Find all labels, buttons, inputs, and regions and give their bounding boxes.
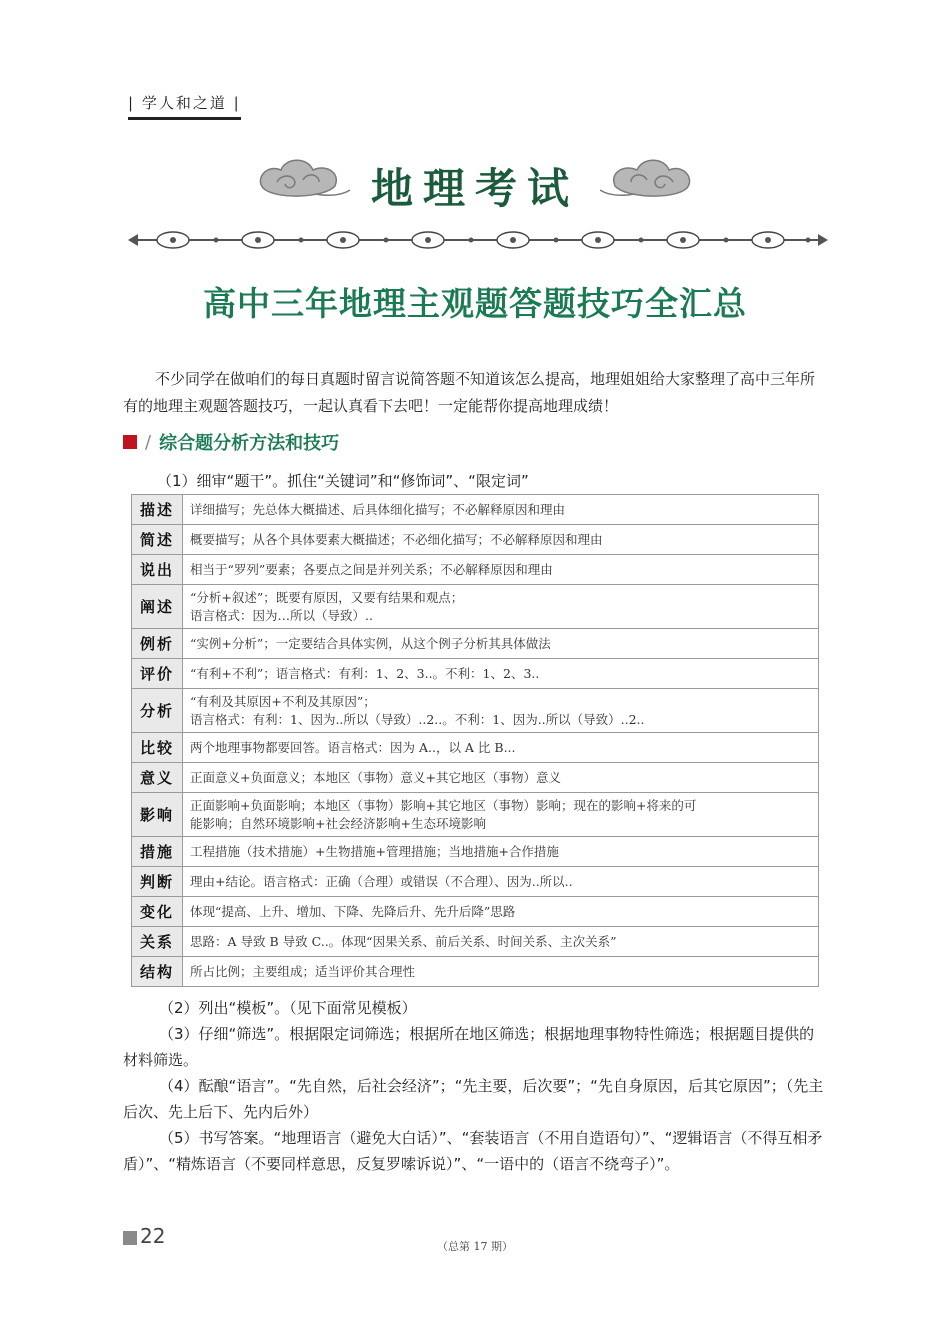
table-row: [132, 867, 819, 897]
definition-cell: [183, 867, 819, 897]
definition-line: 理由+结论。语言格式：正确（合理）或错误（不合理）、因为..所以..: [190, 873, 573, 889]
decorative-divider: [128, 228, 828, 252]
table-row: [132, 525, 819, 555]
term-cell: 结构: [132, 957, 183, 987]
definition-line: 所占比例；主要组成；适当评价其合理性: [190, 963, 416, 979]
definition-cell: [183, 689, 819, 733]
definition-line: 语言格式：有利：1、因为..所以（导致）..2..。不利：1、因为..所以（导致）..2..: [190, 711, 645, 727]
term-cell: 变化: [132, 897, 183, 927]
red-square-icon: [123, 435, 137, 449]
definition-cell: [183, 927, 819, 957]
step-4: （4）酝酿“语言”。“先自然，后社会经济”；“先主要，后次要”；“先自身原因，后其它原因”；（先主后次、先上后下、先内后外）: [123, 1077, 824, 1121]
section-marker: /: [145, 431, 152, 453]
step-3: （3）仔细“筛选”。根据限定词筛选；根据所在地区筛选；根据地理事物特性筛选；根据题目提供的材料筛选。: [123, 1025, 815, 1069]
term-cell: 关系: [132, 927, 183, 957]
definition-cell: [183, 495, 819, 525]
table-row: [132, 629, 819, 659]
term-cell: 分析: [132, 689, 183, 733]
term-cell: 评价: [132, 659, 183, 689]
term-cell: 描述: [132, 495, 183, 525]
definition-line: 工程措施（技术措施）+生物措施+管理措施；当地措施+合作措施: [190, 843, 559, 859]
definition-cell: [183, 525, 819, 555]
definition-cell: [183, 897, 819, 927]
table-row: [132, 837, 819, 867]
definition-cell: [183, 837, 819, 867]
definition-line: 概要描写；从各个具体要素大概描述；不必细化描写；不必解释原因和理由: [190, 531, 603, 547]
table-row: [132, 689, 819, 733]
definition-line: 两个地理事物都要回答。语言格式：因为 A..，以 A 比 B...: [190, 739, 516, 755]
term-cell: 简述: [132, 525, 183, 555]
term-cell: 说出: [132, 555, 183, 585]
table-row: [132, 927, 819, 957]
table-row: [132, 495, 819, 525]
definition-line: 语言格式：因为…所以（导致）..: [190, 607, 373, 623]
definition-line: 体现“提高、上升、增加、下降、先降后升、先升后降”思路: [190, 903, 516, 919]
answer-term-table: [131, 494, 819, 987]
definition-line: 正面影响+负面影响；本地区（事物）影响+其它地区（事物）影响；现在的影响+将来的可: [190, 797, 697, 813]
issue-number: （总第 17 期）: [437, 1240, 513, 1253]
term-cell: 比较: [132, 733, 183, 763]
section-heading: [123, 428, 339, 456]
definition-line: “有利及其原因+不利及其原因”；: [190, 693, 376, 709]
step-2: （2）列出“模板”。（见下面常见模板）: [159, 999, 417, 1017]
term-cell: 影响: [132, 793, 183, 837]
table-row: [132, 659, 819, 689]
table-row: [132, 733, 819, 763]
table-row: [132, 763, 819, 793]
banner-title: 地理考试: [370, 164, 579, 213]
term-cell: 意义: [132, 763, 183, 793]
step-1: （1）细审“题干”。抓住“关键词”和“修饰词”、“限定词”: [157, 472, 529, 490]
definition-line: 详细描写；先总体大概描述、后具体细化描写；不必解释原因和理由: [190, 501, 566, 517]
definition-cell: [183, 585, 819, 629]
column-tag: | 学人和之道 |: [128, 92, 241, 120]
definition-cell: [183, 629, 819, 659]
definition-line: 思路：A 导致 B 导致 C..。体现“因果关系、前后关系、时间关系、主次关系”: [190, 933, 617, 949]
definition-line: “分析+叙述”；既要有原因，又要有结果和观点；: [190, 589, 464, 605]
term-cell: 例析: [132, 629, 183, 659]
table-row: [132, 957, 819, 987]
term-cell: 阐述: [132, 585, 183, 629]
definition-line: “有利+不利”；语言格式：有利：1、2、3..。不利：1、2、3..: [190, 665, 540, 681]
intro-paragraph: 不少同学在做咱们的每日真题时留言说简答题不知道该怎么提高，地理姐姐给大家整理了高中三年所有的地理主观题答题技巧，一起认真看下去吧！一定能帮你提高地理成绩！: [123, 370, 816, 415]
right-cloud-ornament: [600, 156, 695, 204]
definition-cell: [183, 793, 819, 837]
term-cell: 措施: [132, 837, 183, 867]
definition-line: 正面意义+负面意义；本地区（事物）意义+其它地区（事物）意义: [190, 769, 561, 785]
table-row: [132, 793, 819, 837]
definition-cell: [183, 659, 819, 689]
definition-cell: [183, 957, 819, 987]
article-title: 高中三年地理主观题答题技巧全汇总: [203, 284, 747, 323]
banner: [255, 150, 695, 213]
page-number: 22: [140, 1224, 166, 1248]
step-5: （5）书写答案。“地理语言（避免大白话）”、“套装语言（不用自造语句）”、“逻辑语言（不得互相矛盾）”、“精炼语言（不要同样意思，反复罗嗦诉说）”、“一语中的（语言不绕弯子）”。: [123, 1129, 823, 1173]
definition-cell: [183, 733, 819, 763]
table-row: [132, 585, 819, 629]
term-cell: 判断: [132, 867, 183, 897]
section-title: 综合题分析方法和技巧: [159, 433, 340, 454]
definition-line: 相当于“罗列”要素；各要点之间是并列关系；不必解释原因和理由: [190, 561, 553, 577]
definition-cell: [183, 763, 819, 793]
definition-line: 能影响；自然环境影响+社会经济影响+生态环境影响: [190, 815, 486, 831]
table-row: [132, 555, 819, 585]
table-row: [132, 897, 819, 927]
definition-line: “实例+分析”；一定要结合具体实例，从这个例子分析其具体做法: [190, 635, 551, 651]
definition-cell: [183, 555, 819, 585]
